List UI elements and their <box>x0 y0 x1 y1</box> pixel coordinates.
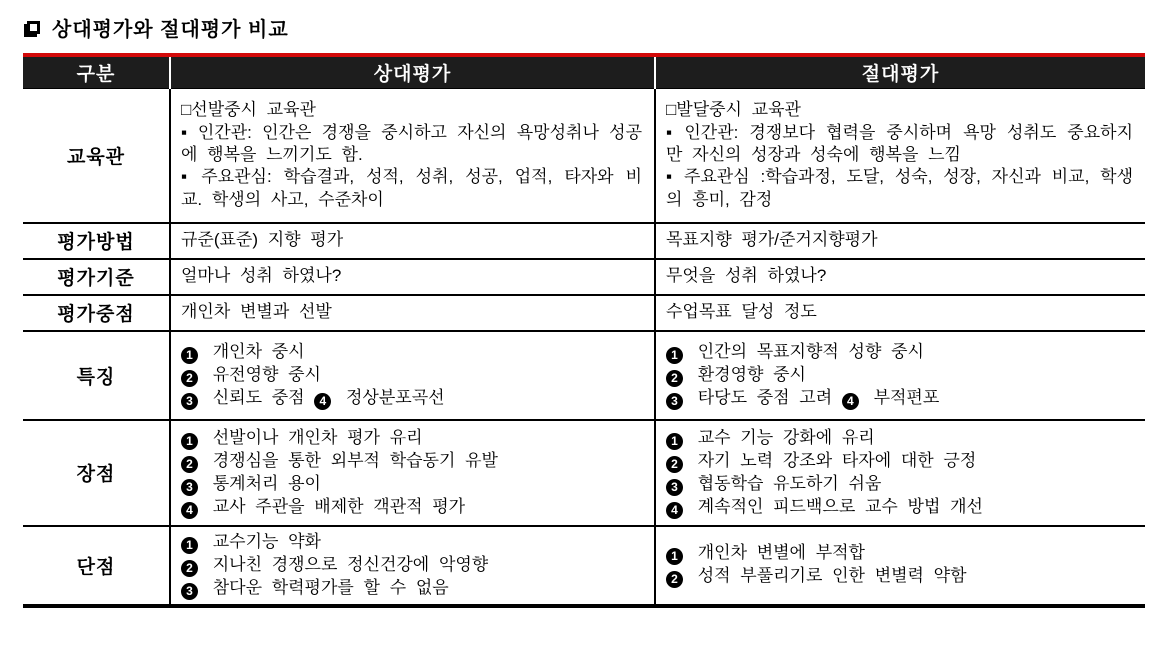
numbered-bullet-icon: 4 <box>666 502 683 519</box>
page-title <box>25 13 1164 42</box>
numbered-bullet-icon: 1 <box>181 433 198 450</box>
text-line: 무엇을 성취 하였나? <box>666 266 827 286</box>
numbered-bullet-icon: 3 <box>666 479 683 496</box>
evaluation-focus-absolute-evaluation-cell <box>655 295 1145 331</box>
row-label-education-view: 교육관 <box>23 89 170 223</box>
evaluation-criterion-relative-evaluation-cell <box>170 259 655 295</box>
text-line: ▪ 인간관: 경쟁보다 협력을 중시하며 욕망 성취도 중요하지만 자신의 성장과 성숙에 행복을 느낌 <box>666 122 1133 165</box>
text-line: 1 개인차 변별에 부적합 <box>666 542 1133 565</box>
numbered-bullet-icon: 2 <box>666 456 683 473</box>
numbered-bullet-icon: 2 <box>666 370 683 387</box>
text-line: ▪ 인간관: 인간은 경쟁을 중시하고 자신의 욕망성취나 성공에 행복을 느끼기도 함. <box>181 122 642 165</box>
text-line: 2 환경영향 중시 <box>666 364 1133 387</box>
numbered-bullet-icon: 1 <box>666 347 683 364</box>
disadvantages-relative-evaluation-cell <box>170 526 655 606</box>
numbered-bullet-icon: 2 <box>666 571 683 588</box>
numbered-bullet-icon: 1 <box>181 347 198 364</box>
numbered-bullet-icon: 1 <box>666 548 683 565</box>
text-line: 수업목표 달성 정도 <box>666 302 817 322</box>
text-line: ▪ 주요관심: 학습결과, 성적, 성취, 성공, 업적, 타자와 비교. 학생의 사고, 수준차이 <box>181 167 642 209</box>
evaluation-method-relative-evaluation-cell <box>170 223 655 259</box>
text-line: 2 자기 노력 강조와 타자에 대한 긍정 <box>666 450 1133 473</box>
comparison-table <box>23 53 1145 608</box>
text-line: 3 신뢰도 중점 4 정상분포곡선 <box>181 387 642 410</box>
text-line: 4 교사 주관을 배제한 객관적 평가 <box>181 496 642 519</box>
text-line: 3 통계처리 용이 <box>181 473 642 496</box>
table-header-row <box>23 55 1145 89</box>
text-line: 1 인간의 목표지향적 성향 중시 <box>666 341 1133 364</box>
education-view-relative-evaluation-cell <box>170 89 655 223</box>
text-line: 3 타당도 중점 고려 4 부적편포 <box>666 387 1133 410</box>
table-row-evaluation-criterion <box>23 259 1145 295</box>
row-label-evaluation-criterion: 평가기준 <box>23 259 170 295</box>
numbered-bullet-icon: 2 <box>181 370 198 387</box>
numbered-bullet-icon: 3 <box>666 393 683 410</box>
numbered-bullet-icon: 4 <box>181 502 198 519</box>
advantages-relative-evaluation-cell <box>170 420 655 526</box>
text-line: 1 교수기능 약화 <box>181 531 642 554</box>
text-line: □선발중시 교육관 <box>181 100 316 120</box>
header-absolute-evaluation: 절대평가 <box>655 55 1145 89</box>
text-line: 3 참다운 학력평가를 할 수 없음 <box>181 577 642 600</box>
table-row-evaluation-focus <box>23 295 1145 331</box>
text-line: 2 경쟁심을 통한 외부적 학습동기 유발 <box>181 450 642 473</box>
numbered-bullet-icon: 3 <box>181 393 198 410</box>
table-row-advantages <box>23 420 1145 526</box>
evaluation-method-absolute-evaluation-cell <box>655 223 1145 259</box>
evaluation-criterion-absolute-evaluation-cell <box>655 259 1145 295</box>
disadvantages-absolute-evaluation-cell <box>655 526 1145 606</box>
text-line: 목표지향 평가/준거지향평가 <box>666 230 878 250</box>
row-label-evaluation-method: 평가방법 <box>23 223 170 259</box>
text-line: 1 개인차 중시 <box>181 341 642 364</box>
characteristics-absolute-evaluation-cell <box>655 331 1145 420</box>
table-row-disadvantages <box>23 526 1145 606</box>
text-line: 규준(표준) 지향 평가 <box>181 230 344 250</box>
table-row-characteristics <box>23 331 1145 420</box>
text-line: 2 유전영향 중시 <box>181 364 642 387</box>
advantages-absolute-evaluation-cell <box>655 420 1145 526</box>
text-line: 2 성적 부풀리기로 인한 변별력 약함 <box>666 565 1133 588</box>
table-row-evaluation-method <box>23 223 1145 259</box>
header-relative-evaluation: 상대평가 <box>170 55 655 89</box>
row-label-characteristics: 특징 <box>23 331 170 420</box>
text-line: 얼마나 성취 하였나? <box>181 266 342 286</box>
square-bullet-icon <box>27 21 40 34</box>
page-title-text: 상대평가와 절대평가 비교 <box>52 19 289 41</box>
text-line: ▪ 주요관심 :학습과정, 도달, 성숙, 성장, 자신과 비교, 학생의 흥미, 감정 <box>666 167 1133 209</box>
education-view-absolute-evaluation-cell <box>655 89 1145 223</box>
numbered-bullet-icon: 3 <box>181 583 198 600</box>
row-label-disadvantages: 단점 <box>23 526 170 606</box>
characteristics-relative-evaluation-cell <box>170 331 655 420</box>
text-line: □발달중시 교육관 <box>666 100 801 120</box>
numbered-bullet-icon: 4 <box>314 393 331 410</box>
text-line: 1 선발이나 개인차 평가 유리 <box>181 427 642 450</box>
table-body <box>23 89 1145 606</box>
numbered-bullet-icon: 1 <box>666 433 683 450</box>
numbered-bullet-icon: 3 <box>181 479 198 496</box>
table-row-education-view <box>23 89 1145 223</box>
text-line: 1 교수 기능 강화에 유리 <box>666 427 1133 450</box>
row-label-advantages: 장점 <box>23 420 170 526</box>
header-category: 구분 <box>23 55 170 89</box>
row-label-evaluation-focus: 평가중점 <box>23 295 170 331</box>
numbered-bullet-icon: 2 <box>181 560 198 577</box>
evaluation-focus-relative-evaluation-cell <box>170 295 655 331</box>
text-line: 4 계속적인 피드백으로 교수 방법 개선 <box>666 496 1133 519</box>
numbered-bullet-icon: 2 <box>181 456 198 473</box>
text-line: 2 지나친 경쟁으로 정신건강에 악영향 <box>181 554 642 577</box>
numbered-bullet-icon: 4 <box>842 393 859 410</box>
text-line: 3 협동학습 유도하기 쉬움 <box>666 473 1133 496</box>
numbered-bullet-icon: 1 <box>181 537 198 554</box>
text-line: 개인차 변별과 선발 <box>181 302 332 322</box>
